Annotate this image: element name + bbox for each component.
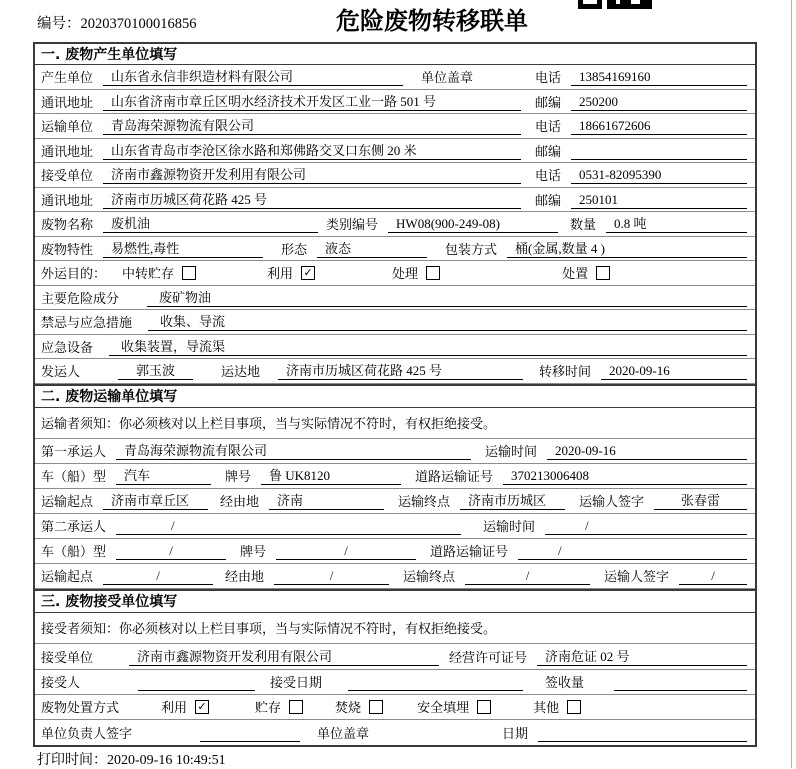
plate-label: 牌号 (225, 469, 252, 484)
page-title: 危险废物转移联单 (336, 7, 528, 35)
plate-label: 牌号 (240, 544, 267, 559)
origin-label: 运输起点 (41, 569, 94, 584)
category-code-value: HW08(900-249-08) (388, 214, 558, 233)
second-carrier-row (35, 514, 755, 539)
page-edge-divider (791, 0, 792, 768)
generator-unit-label: 产生单位 (41, 70, 94, 86)
first-carrier-value: 青岛海荣源物流有限公司 (116, 441, 471, 460)
disposal-other-checkbox (567, 700, 581, 714)
transporter-unit-row (35, 114, 755, 139)
transporter-address-row (35, 139, 755, 164)
disposal-store-checkbox (289, 700, 303, 714)
section3-title: 三. 废物接受单位填写 (35, 589, 755, 613)
generator-address-row (35, 90, 755, 115)
qr-finder-icon (578, 0, 602, 9)
destination-label: 运达地 (221, 364, 261, 380)
unit-seal-label: 单位盖章 (421, 70, 474, 86)
receiver-notice-row (35, 613, 755, 644)
waste-name-row (35, 212, 755, 237)
hazard-component-label: 主要危险成分 (41, 290, 120, 306)
generator-zip-value: 250200 (571, 92, 747, 111)
leader-sign-row (35, 720, 755, 745)
vehicle-type-label: 车（船）型 (41, 469, 107, 484)
transporter-unit-label: 运输单位 (41, 119, 94, 135)
terminal2-value: / (465, 566, 590, 585)
emergency-equipment-row (35, 335, 755, 360)
disposal-method-label: 废物处置方式 (41, 700, 120, 715)
transporter-address-value: 山东省青岛市李沧区徐水路和郑佛路交叉口东侧 20 米 (103, 141, 521, 160)
disposal-other-label: 其他 (533, 700, 560, 715)
emergency-measures-value: 收集、导流 (148, 312, 747, 331)
license-label: 经营许可证号 (449, 649, 528, 665)
qr-block-icon (616, 4, 652, 9)
carrier-sign2-value: / (679, 566, 747, 585)
waste-name-label: 废物名称 (41, 217, 94, 233)
receiver-address-row (35, 188, 755, 213)
generator-unit-row (35, 65, 755, 90)
receiver-phone-value: 0531-82095390 (571, 165, 747, 184)
section1-title: 一. 废物产生单位填写 (35, 44, 755, 65)
serial-number-line (37, 12, 197, 33)
receiver-phone-field (535, 165, 747, 184)
waste-character-label: 废物特性 (41, 241, 94, 257)
origin-label: 运输起点 (41, 494, 94, 509)
category-code-label: 类别编号 (326, 217, 379, 233)
road-permit2-value: / (518, 541, 747, 560)
disposal-use-checkbox: ✓ (195, 700, 209, 714)
accept-unit-row (35, 644, 755, 670)
form-value: 液态 (317, 239, 427, 258)
accept-person-label: 接受人 (41, 675, 81, 690)
accept-date-value (348, 672, 523, 691)
zip-label: 邮编 (535, 143, 562, 159)
accept-date-label: 接受日期 (270, 675, 323, 690)
disposal-burn-checkbox (369, 700, 383, 714)
phone-label: 电话 (535, 119, 562, 135)
phone-label: 电话 (535, 168, 562, 184)
transporter-phone-field (535, 116, 747, 135)
disposal-method-row (35, 695, 755, 720)
generator-phone-field (535, 67, 747, 86)
origin2-value: / (103, 566, 213, 585)
print-time-label: 打印时间： (37, 753, 107, 768)
road-permit-label: 道路运输证号 (430, 544, 509, 559)
packing-label: 包装方式 (445, 241, 498, 257)
waste-name-value: 废机油 (103, 214, 318, 233)
transporter-unit-value: 青岛海荣源物流有限公司 (103, 116, 521, 135)
accept-unit-label: 接受单位 (41, 649, 94, 665)
serial-number-value: 2020370100016856 (80, 16, 197, 32)
purpose-transfer-checkbox (182, 266, 196, 280)
form-label: 形态 (281, 241, 308, 257)
purpose-treat-label: 处理 (392, 266, 419, 282)
transport-time-label: 运输时间 (483, 519, 536, 534)
sender-row (35, 359, 755, 384)
via-label: 经由地 (220, 494, 260, 509)
via2-value: / (274, 566, 389, 585)
transport-time-label: 运输时间 (485, 444, 538, 459)
first-carrier-label: 第一承运人 (41, 444, 107, 459)
qr-block-icon (607, 0, 616, 9)
purpose-label: 外运目的： (41, 266, 107, 282)
print-time-value: 2020-09-16 10:49:51 (107, 753, 226, 768)
hazard-component-value: 废矿物油 (147, 288, 747, 307)
leader-sign-value (200, 723, 300, 742)
packing-value: 桶(金属,数量 4 ) (507, 239, 747, 258)
plate2-value: / (276, 541, 416, 560)
transfer-form-table (33, 42, 757, 747)
qr-code-fragment (0, 0, 796, 12)
waste-character-row (35, 237, 755, 262)
receiver-unit-row (35, 163, 755, 188)
emergency-equipment-value: 收集装置，导流渠 (109, 337, 747, 356)
generator-unit-value: 山东省永信非织造材料有限公司 (103, 67, 403, 86)
plate1-value: 鲁 UK8120 (261, 466, 401, 485)
first-carrier-time-value: 2020-09-16 (547, 441, 747, 460)
received-qty-label: 签收量 (545, 675, 585, 690)
unit-seal-label: 单位盖章 (317, 725, 370, 741)
vehicle2-row (35, 539, 755, 564)
purpose-dispose-label: 处置 (562, 266, 589, 282)
purpose-transfer-label: 中转贮存 (122, 266, 175, 282)
hazard-component-row (35, 286, 755, 311)
zip-label: 邮编 (535, 192, 562, 208)
carrier-sign1-value: 张春雷 (654, 491, 747, 510)
receiver-unit-value: 济南市鑫源物资开发利用有限公司 (103, 165, 521, 184)
road-permit-label: 道路运输证号 (415, 469, 494, 484)
section2-title: 二. 废物运输单位填写 (35, 384, 755, 408)
receiver-notice-text: 接受者须知：你必须核对以上栏目事项，当与实际情况不符时，有权拒绝接受。 (41, 621, 497, 636)
vehicle1-type-value: 汽车 (116, 466, 211, 485)
address-label: 通讯地址 (41, 143, 94, 159)
accept-person-row (35, 670, 755, 695)
quantity-label: 数量 (570, 217, 597, 233)
destination-value: 济南市历城区荷花路 425 号 (278, 361, 523, 380)
second-carrier-label: 第二承运人 (41, 519, 107, 534)
sender-label: 发运人 (41, 364, 81, 380)
disposal-use-label: 利用 (161, 700, 188, 715)
disposal-landfill-label: 安全填埋 (417, 700, 470, 715)
disposal-store-label: 贮存 (255, 700, 282, 715)
disposal-burn-label: 焚烧 (335, 700, 362, 715)
zip-label: 邮编 (535, 94, 562, 110)
generator-zip-field (535, 92, 747, 111)
terminal1-value: 济南市历城区 (460, 491, 565, 510)
purpose-treat-checkbox (426, 266, 440, 280)
accept-person-value (138, 672, 255, 691)
phone-label: 电话 (535, 70, 562, 86)
address-label: 通讯地址 (41, 192, 94, 208)
purpose-use-checkbox: ✓ (301, 266, 315, 280)
serial-number-label: 编号： (37, 16, 81, 32)
vehicle1-row (35, 464, 755, 489)
leader-sign-label: 单位负责人签字 (41, 725, 133, 741)
address-label: 通讯地址 (41, 94, 94, 110)
via-label: 经由地 (225, 569, 265, 584)
transfer-time-value: 2020-09-16 (601, 361, 747, 380)
first-carrier-row (35, 439, 755, 464)
terminal-label: 运输终点 (398, 494, 451, 509)
emergency-measures-label: 禁忌与应急措施 (41, 315, 133, 331)
carrier-sign-label: 运输人签字 (579, 494, 645, 509)
emergency-measures-row (35, 310, 755, 335)
transporter-phone-value: 18661672606 (571, 116, 747, 135)
purpose-dispose-checkbox (596, 266, 610, 280)
generator-address-value: 山东省济南市章丘区明水经济技术开发区工业一路 501 号 (103, 92, 521, 111)
received-qty-value (614, 672, 747, 691)
quantity-value: 0.8 吨 (606, 214, 747, 233)
receiver-address-value: 济南市历城区荷花路 425 号 (103, 190, 521, 209)
date-value (538, 723, 747, 742)
transfer-time-label: 转移时间 (539, 364, 592, 380)
accept-unit-value: 济南市鑫源物资开发利用有限公司 (129, 647, 439, 666)
second-carrier-value: / (116, 516, 461, 535)
second-carrier-time-value: / (545, 516, 747, 535)
receiver-zip-field (535, 190, 747, 209)
via1-value: 济南 (269, 491, 384, 510)
road-permit1-value: 370213006408 (503, 466, 747, 485)
origin1-value: 济南市章丘区 (103, 491, 208, 510)
transporter-notice-text: 运输者须知：你必须核对以上栏目事项，当与实际情况不符时，有权拒绝接受。 (41, 416, 497, 431)
vehicle-type-label: 车（船）型 (41, 544, 107, 559)
route1-row (35, 489, 755, 514)
sender-value: 郭玉波 (118, 361, 193, 380)
disposal-landfill-checkbox (477, 700, 491, 714)
route2-row (35, 564, 755, 589)
waste-character-value: 易燃性,毒性 (103, 239, 263, 258)
license-value: 济南危证 02 号 (537, 647, 747, 666)
transporter-zip-field (535, 141, 747, 160)
terminal-label: 运输终点 (403, 569, 456, 584)
purpose-row (35, 261, 755, 286)
generator-phone-value: 13854169160 (571, 67, 747, 86)
print-time-line (37, 749, 226, 769)
purpose-use-label: 利用 (267, 266, 294, 282)
carrier-sign-label: 运输人签字 (604, 569, 670, 584)
vehicle2-type-value: / (116, 541, 226, 560)
transporter-zip-value (571, 141, 747, 160)
receiver-zip-value: 250101 (571, 190, 747, 209)
transporter-notice-row (35, 408, 755, 439)
emergency-equipment-label: 应急设备 (41, 339, 94, 355)
receiver-unit-label: 接受单位 (41, 168, 94, 184)
date-label: 日期 (502, 725, 529, 741)
